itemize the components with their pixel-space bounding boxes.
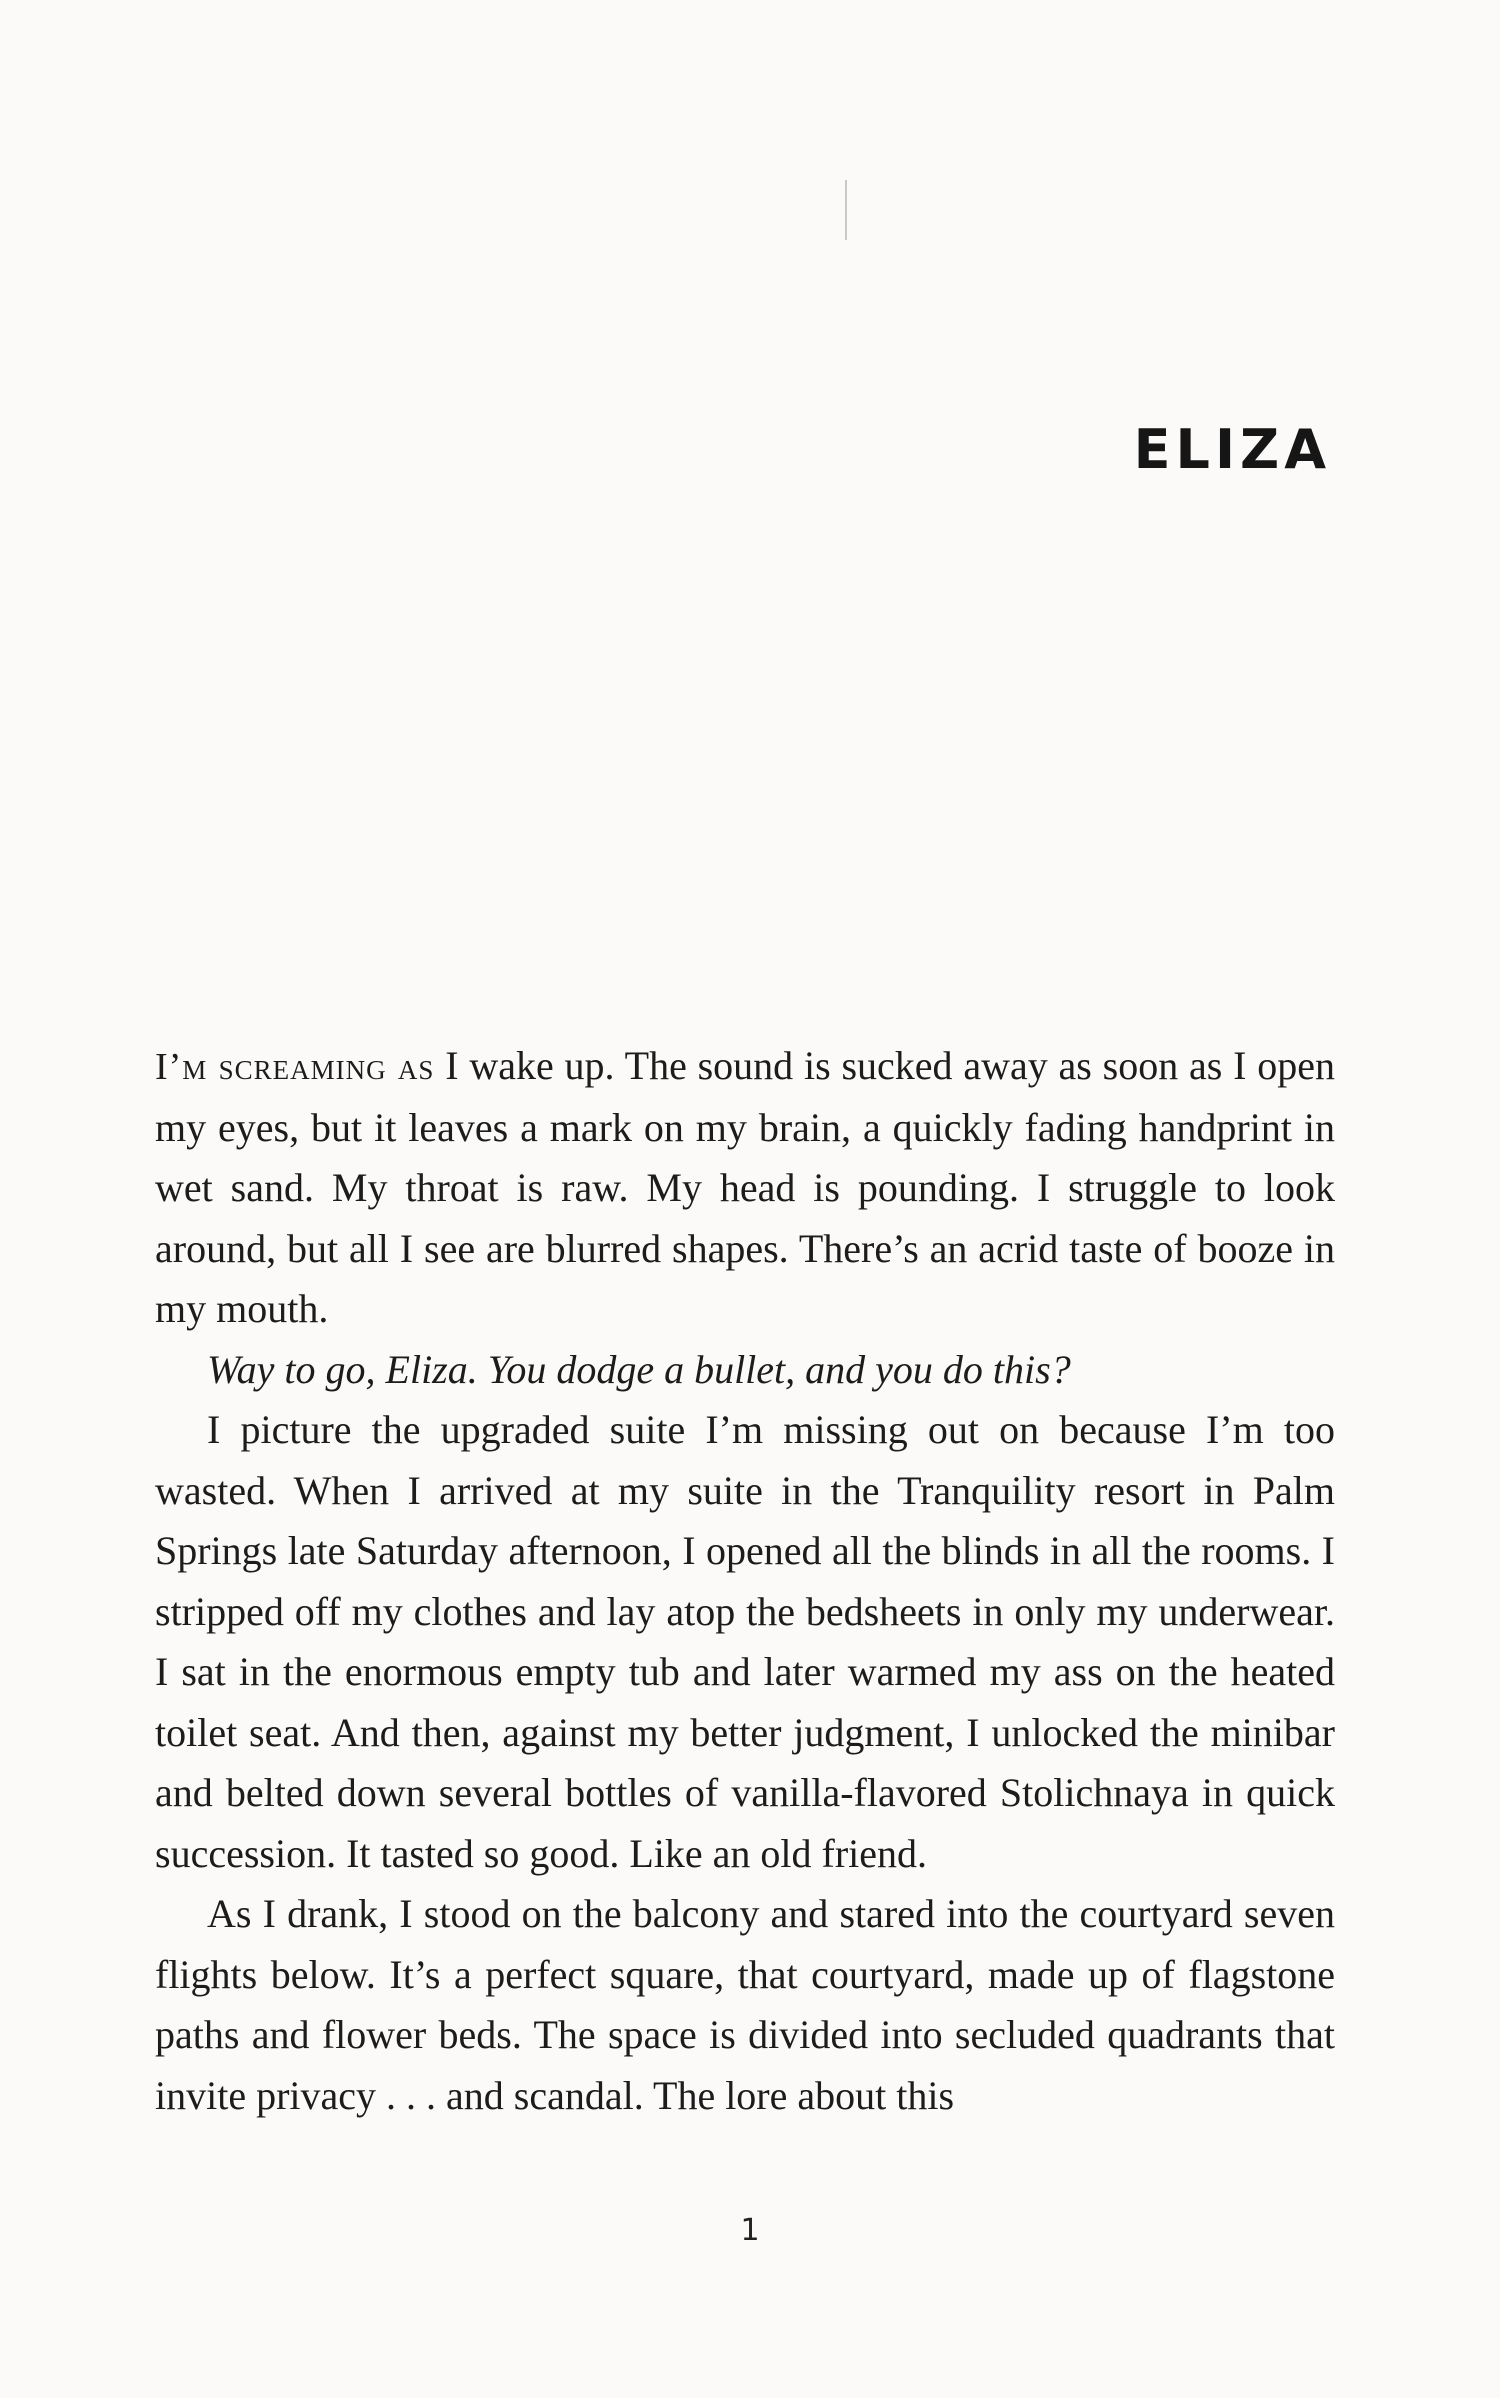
scan-mark xyxy=(845,180,847,240)
italic-thought: Way to go, Eliza. You dodge a bullet, and you do this? xyxy=(207,1346,1071,1392)
paragraph-1-text: I wake up. The sound is sucked away as soon as I open my eyes, but it leaves a mark on my brain, a quickly fading handprint in wet sand. My throat is raw. My head is pounding. I struggle to look around, but all I see are blurred shapes. There’s an acrid taste of booze in my mouth. xyxy=(155,1043,1335,1331)
body-text xyxy=(155,1036,1335,2126)
paragraph-3: I picture the upgraded suite I’m missing out on because I’m too wasted. When I arrived at my suite in the Tranquility resort in Palm Springs late Saturday afternoon, I opened all the blinds in all the rooms. I stripped off my clothes and lay atop the bedsheets in only my underwear. I sat in the enormous empty tub and later warmed my ass on the heated toilet seat. And then, against my better judgment, I unlocked the minibar and belted down several bottles of vanilla-flavored Stolichnaya in quick succession. It tasted so good. Like an old friend. xyxy=(155,1407,1335,1876)
chapter-title: ELIZA xyxy=(1133,418,1331,481)
paragraph-2 xyxy=(155,1340,1335,1401)
paragraph-4: As I drank, I stood on the balcony and stared into the courtyard seven flights below. It’s a perfect square, that courtyard, made up of flagstone paths and flower beds. The space is divided into secluded quadrants that invite privacy . . . and scandal. The lore about this xyxy=(155,1891,1335,2118)
page-number: 1 xyxy=(740,2213,760,2248)
lead-in: I’m screaming as xyxy=(155,1046,435,1088)
paragraph-1 xyxy=(155,1036,1335,1340)
